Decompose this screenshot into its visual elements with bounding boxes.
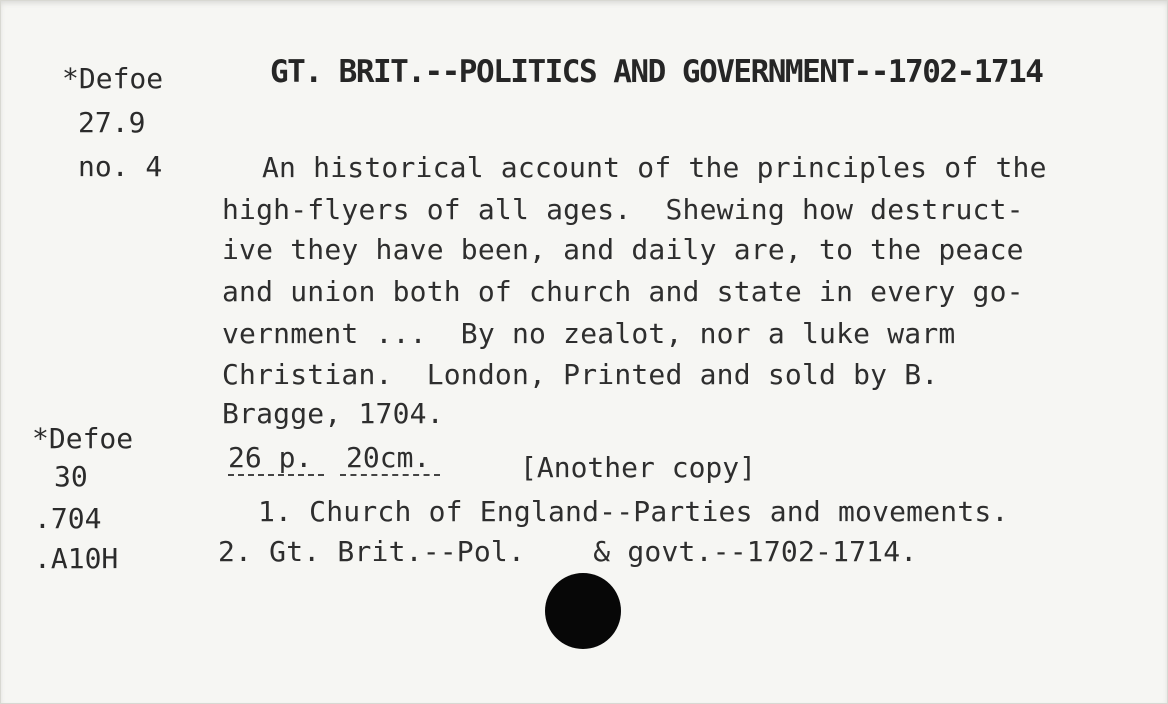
call-number-2-line-2: 30 <box>54 460 88 493</box>
call-number-2-line-1: *Defoe <box>32 422 134 455</box>
description-line-4: and union both of church and state in every go- <box>222 275 1024 308</box>
call-number-1-line-2: 27.9 <box>78 106 146 139</box>
call-number-1-line-1: *Defoe <box>62 62 164 95</box>
collation-underline-2 <box>340 474 440 476</box>
call-number-2-line-3: .704 <box>34 502 102 535</box>
subject-heading: GT. BRIT.--POLITICS AND GOVERNMENT--1702-1714 <box>270 54 1043 90</box>
description-line-1: An historical account of the principles of the <box>262 151 1047 184</box>
call-number-1-line-3: no. 4 <box>78 150 163 183</box>
description-line-5: vernment ... By no zealot, nor a luke warm <box>222 317 956 350</box>
collation-underline-1 <box>228 474 324 476</box>
punch-hole <box>545 573 621 649</box>
another-copy-note: [Another copy] <box>520 451 757 484</box>
description-line-7: Bragge, 1704. <box>222 397 444 430</box>
subject-tracing-2: 2. Gt. Brit.--Pol. & govt.--1702-1714. <box>218 535 918 568</box>
description-line-3: ive they have been, and daily are, to the peace <box>222 233 1024 266</box>
description-line-6: Christian. London, Printed and sold by B. <box>222 358 939 391</box>
call-number-2-line-4: .A10H <box>34 542 119 575</box>
subject-tracing-1: 1. Church of England--Parties and movements. <box>258 495 1009 528</box>
collation: 26 p. 20cm. <box>228 441 431 474</box>
description-line-2: high-flyers of all ages. Shewing how destruct- <box>222 193 1024 226</box>
